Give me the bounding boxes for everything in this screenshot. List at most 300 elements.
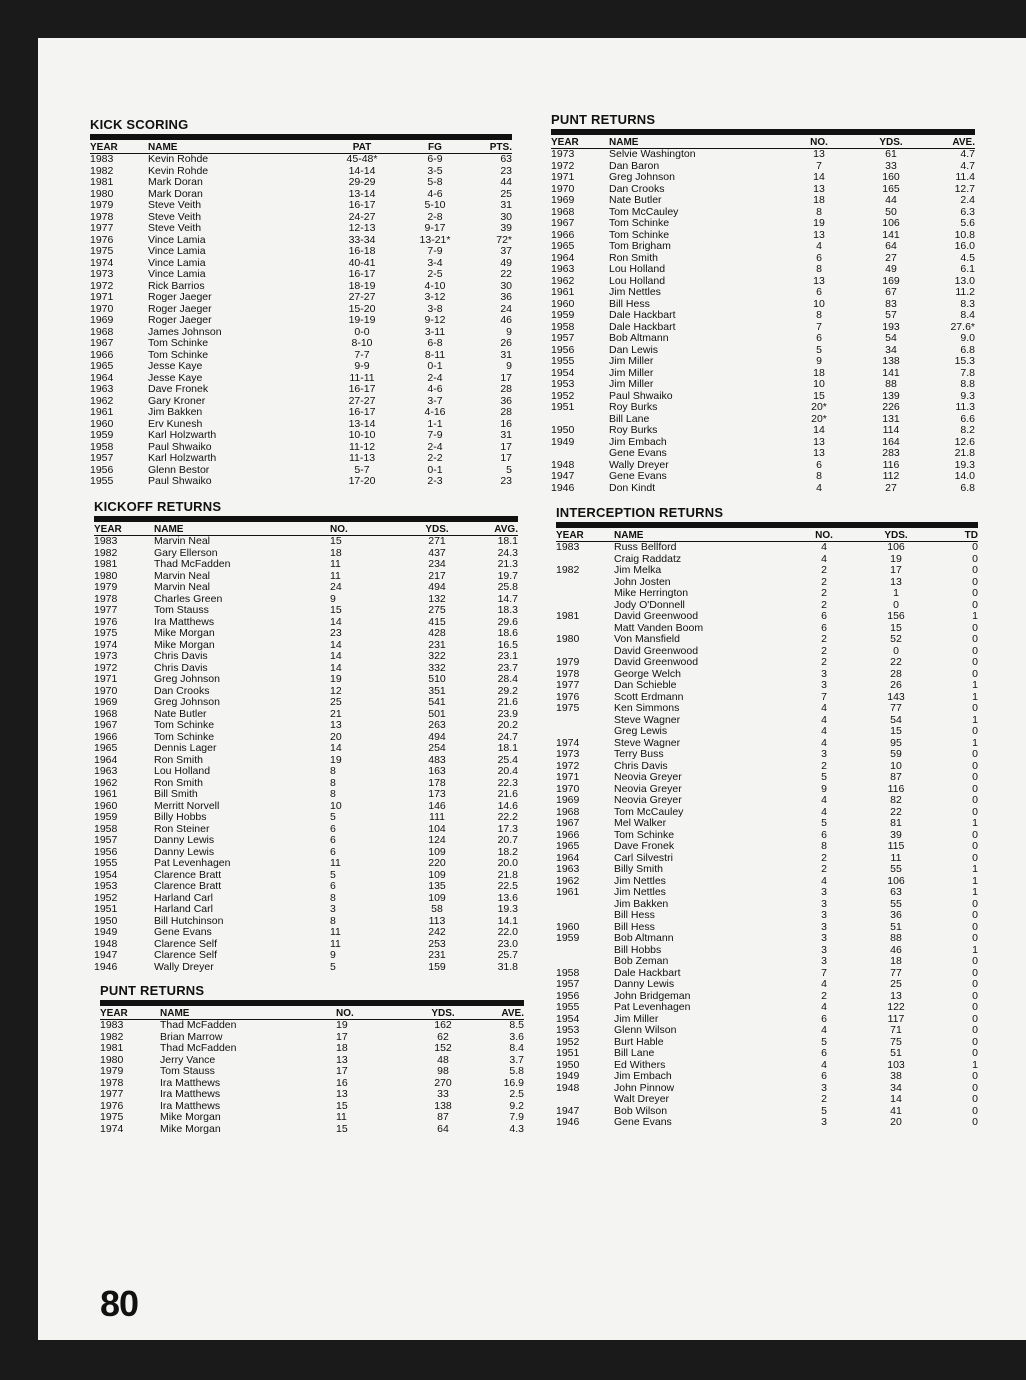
c5-cell: 28	[500, 407, 512, 418]
table-row	[556, 646, 978, 658]
c3-cell: 2	[821, 1094, 827, 1105]
c3-cell: 16-18	[348, 246, 376, 257]
name-cell: Bob Altmann	[609, 333, 669, 344]
name-cell: Tom Schinke	[609, 218, 670, 229]
table-row	[90, 304, 512, 316]
table-row	[556, 933, 978, 945]
table-row	[94, 640, 518, 652]
table-row	[551, 172, 975, 184]
table-row	[556, 772, 978, 784]
column-header: AVE.	[480, 1008, 524, 1020]
c4-cell: 494	[428, 731, 446, 743]
year-cell: 1976	[90, 234, 114, 246]
year-cell: 1977	[90, 223, 114, 234]
c3-cell: 3	[821, 898, 827, 910]
column-header: NAME	[614, 530, 794, 542]
c5-cell: 0	[972, 990, 978, 1002]
punt-returns-left-section	[100, 984, 524, 1135]
name-cell: Karl Holzwarth	[148, 453, 217, 464]
c5-cell: 6.8	[960, 482, 975, 494]
c4-cell: 36	[890, 910, 902, 921]
c4-cell: 113	[428, 915, 446, 927]
c3-cell: 7	[816, 321, 822, 333]
c3-cell: 3	[821, 668, 827, 680]
table-row	[556, 565, 978, 577]
c5-cell: 28	[500, 384, 512, 395]
name-cell: Lou Holland	[609, 275, 666, 287]
c5-cell: 4.7	[960, 148, 975, 160]
table-header-row	[551, 137, 975, 149]
c3-cell: 16-17	[348, 384, 376, 395]
name-cell: Walt Dreyer	[614, 1094, 670, 1105]
c3-cell: 14	[330, 662, 342, 674]
name-cell: Danny Lewis	[154, 846, 215, 858]
table-row	[90, 246, 512, 258]
table-row	[100, 1101, 524, 1113]
table-row	[556, 554, 978, 566]
c5-cell: 12.6	[954, 436, 975, 448]
c4-cell: 95	[890, 737, 902, 749]
table-row	[556, 623, 978, 635]
name-cell: Kevin Rohde	[148, 165, 209, 177]
c3-cell: 4	[816, 241, 822, 252]
c4-cell: 116	[882, 459, 900, 471]
year-cell: 1958	[556, 967, 580, 979]
c4-cell: 109	[428, 869, 446, 881]
name-cell: David Greenwood	[614, 611, 699, 622]
c5-cell: 0	[972, 795, 978, 806]
name-cell: Jim Nettles	[614, 875, 666, 887]
name-cell: Billy Smith	[614, 864, 664, 875]
name-cell: Jim Embach	[609, 436, 667, 448]
year-cell: 1973	[556, 749, 580, 760]
interception-returns-table	[556, 530, 978, 1129]
c4-cell: 160	[882, 172, 900, 183]
table-row	[551, 379, 975, 391]
year-cell: 1975	[556, 703, 580, 714]
table-row	[94, 605, 518, 617]
c4-cell: 111	[429, 812, 445, 823]
c4-cell: 164	[882, 436, 900, 448]
year-cell: 1969	[551, 195, 575, 206]
c3-cell: 16-17	[348, 200, 376, 211]
c4-cell: 428	[428, 628, 446, 639]
c3-cell: 3	[821, 956, 827, 967]
c5-cell: 6.3	[960, 206, 975, 218]
c3-cell: 17	[336, 1031, 348, 1043]
year-cell: 1957	[556, 979, 580, 990]
kick-scoring-section	[90, 118, 512, 488]
c5-cell: 3.6	[509, 1031, 524, 1043]
c3-cell: 27-27	[348, 395, 376, 407]
column-header: YEAR	[90, 142, 148, 154]
c4-cell: 0-1	[427, 361, 443, 372]
name-cell: Neovia Greyer	[614, 772, 682, 783]
c5-cell: 30	[500, 211, 512, 223]
column-header: YDS.	[406, 1008, 480, 1020]
table-row	[551, 299, 975, 311]
c4-cell: 131	[882, 413, 900, 425]
name-cell: Karl Holzwarth	[148, 430, 217, 441]
year-cell: 1980	[100, 1054, 124, 1066]
c5-cell: 1	[972, 691, 978, 703]
c5-cell: 18.1	[497, 535, 518, 547]
name-cell: Jim Bakken	[148, 407, 203, 418]
name-cell: Tom Schinke	[154, 731, 215, 743]
c4-cell: 135	[428, 881, 446, 892]
c5-cell: 14.6	[497, 800, 518, 812]
name-cell: Paul Shwaiko	[148, 441, 212, 453]
c3-cell: 13-14	[348, 418, 376, 430]
table-row	[100, 1032, 524, 1044]
name-cell: Ron Steiner	[154, 823, 210, 835]
c3-cell: 18	[813, 195, 825, 206]
c4-cell: 124	[428, 835, 446, 846]
year-cell: 1946	[94, 961, 118, 973]
c5-cell: 1	[972, 680, 978, 691]
year-cell: 1959	[90, 430, 114, 441]
section-rule	[556, 522, 978, 528]
c3-cell: 10	[330, 800, 342, 812]
c4-cell: 231	[428, 639, 446, 651]
table-row	[90, 453, 512, 465]
year-cell: 1965	[556, 841, 580, 852]
table-row	[551, 207, 975, 219]
year-cell: 1977	[94, 605, 118, 616]
c5-cell: 21.8	[497, 869, 518, 881]
column-header: NAME	[609, 137, 789, 149]
table-row	[94, 755, 518, 767]
c4-cell: 39	[890, 829, 902, 841]
table-row	[100, 1043, 524, 1055]
c5-cell: 21.8	[954, 448, 975, 459]
year-cell	[556, 554, 614, 566]
c4-cell: 13	[890, 576, 902, 588]
c3-cell: 11	[330, 559, 341, 570]
name-cell: Ken Simmons	[614, 703, 680, 714]
year-cell: 1947	[94, 950, 118, 961]
name-cell: Selvie Washington	[609, 148, 696, 160]
table-row	[551, 230, 975, 242]
table-row	[94, 732, 518, 744]
table-row	[551, 483, 975, 495]
name-cell: Paul Shwaiko	[609, 390, 673, 402]
c4-cell: 58	[431, 904, 443, 915]
name-cell: Dave Fronek	[614, 841, 675, 852]
c3-cell: 5	[330, 961, 336, 973]
year-cell: 1951	[551, 402, 575, 413]
table-row	[94, 766, 518, 778]
c5-cell: 5.8	[509, 1066, 524, 1077]
c4-cell: 4-6	[427, 384, 443, 395]
year-cell: 1975	[94, 628, 118, 639]
year-cell: 1981	[94, 559, 118, 570]
year-cell: 1977	[556, 680, 580, 691]
name-cell: Tom Schinke	[614, 829, 675, 841]
c3-cell: 19	[813, 218, 825, 229]
c4-cell: 33	[437, 1089, 449, 1100]
year-cell: 1948	[556, 1082, 580, 1094]
c4-cell: 3-11	[424, 326, 446, 338]
name-cell: Russ Bellford	[614, 541, 677, 553]
c3-cell: 2	[821, 588, 827, 599]
table-row	[90, 223, 512, 235]
c3-cell: 8	[821, 841, 827, 852]
c4-cell: 83	[885, 298, 897, 310]
c3-cell: 3	[821, 1082, 827, 1094]
c3-cell: 19	[330, 674, 342, 685]
c5-cell: 0	[972, 1094, 978, 1105]
c4-cell: 122	[887, 1002, 905, 1013]
year-cell	[556, 600, 614, 612]
name-cell: Steve Veith	[148, 200, 202, 211]
name-cell: Lou Holland	[154, 766, 211, 777]
c3-cell: 6	[816, 333, 822, 344]
c5-cell: 1	[972, 611, 978, 622]
c3-cell: 2	[821, 760, 827, 772]
year-cell: 1951	[556, 1048, 580, 1059]
year-cell	[556, 945, 614, 957]
table-row	[94, 778, 518, 790]
year-cell: 1968	[551, 206, 575, 218]
c4-cell: 51	[890, 1048, 902, 1059]
name-cell: Jim Miller	[614, 1013, 659, 1025]
c3-cell: 13	[813, 275, 825, 287]
name-cell: Bill Hess	[614, 921, 655, 933]
name-cell: Greg Johnson	[154, 674, 220, 685]
year-cell: 1955	[94, 858, 118, 869]
c5-cell: 31	[500, 349, 512, 361]
name-cell: Bill Hess	[614, 910, 655, 921]
c5-cell: 0	[972, 668, 978, 680]
c5-cell: 16	[500, 418, 512, 430]
c4-cell: 165	[882, 183, 900, 195]
year-cell: 1979	[94, 582, 118, 593]
name-cell: Mike Herrington	[614, 588, 689, 599]
table-row	[556, 807, 978, 819]
table-row	[556, 795, 978, 807]
c5-cell: 22.0	[497, 927, 518, 938]
c5-cell: 0	[972, 806, 978, 818]
c4-cell: 141	[882, 229, 900, 241]
name-cell: Pat Levenhagen	[614, 1002, 691, 1013]
c5-cell: 31.8	[497, 961, 518, 973]
c5-cell: 0	[972, 967, 978, 979]
c3-cell: 2	[821, 864, 827, 875]
table-row	[556, 703, 978, 715]
c5-cell: 0	[972, 645, 978, 657]
table-row	[556, 634, 978, 646]
c4-cell: 283	[882, 448, 900, 459]
c5-cell: 25.4	[497, 754, 518, 766]
c5-cell: 46	[500, 315, 512, 326]
c4-cell: 275	[428, 605, 446, 616]
c3-cell: 18	[336, 1043, 348, 1054]
table-row	[556, 761, 978, 773]
c5-cell: 1	[972, 818, 978, 829]
c3-cell: 17	[336, 1066, 348, 1077]
c3-cell: 11	[336, 1112, 347, 1123]
c4-cell: 25	[890, 979, 902, 990]
year-cell: 1959	[551, 310, 575, 321]
year-cell: 1981	[90, 177, 114, 188]
c4-cell: 44	[885, 195, 897, 206]
table-row	[556, 1117, 978, 1129]
table-row	[94, 870, 518, 882]
c5-cell: 9	[506, 326, 512, 338]
year-cell	[551, 414, 609, 426]
year-cell: 1966	[94, 731, 118, 743]
year-cell: 1965	[551, 241, 575, 252]
c4-cell: 332	[428, 662, 446, 674]
c5-cell: 11.3	[955, 402, 975, 413]
table-row	[94, 939, 518, 951]
name-cell: John Pinnow	[614, 1082, 675, 1094]
column-header: PAT	[326, 142, 398, 154]
column-header: NAME	[148, 142, 326, 154]
name-cell: Jim Nettles	[609, 287, 661, 298]
name-cell: Bob Wilson	[614, 1105, 668, 1117]
year-cell: 1964	[90, 372, 114, 384]
year-cell	[556, 715, 614, 727]
year-cell: 1962	[551, 275, 575, 287]
c5-cell: 0	[972, 979, 978, 990]
c5-cell: 21.6	[497, 789, 518, 800]
c3-cell: 16-17	[348, 407, 376, 418]
c3-cell: 7-7	[354, 349, 370, 361]
c3-cell: 5	[816, 344, 822, 356]
table-row	[94, 536, 518, 548]
table-row	[556, 876, 978, 888]
table-row	[100, 1078, 524, 1090]
c5-cell: 0	[972, 783, 978, 795]
c3-cell: 2	[821, 599, 827, 611]
year-cell: 1952	[556, 1036, 580, 1048]
c3-cell: 18	[813, 367, 825, 379]
c5-cell: 14.1	[497, 915, 518, 927]
c4-cell: 138	[434, 1100, 452, 1112]
c3-cell: 6	[330, 823, 336, 835]
c4-cell: 77	[890, 967, 902, 979]
c3-cell: 13	[813, 183, 825, 195]
c4-cell: 38	[890, 1071, 902, 1082]
year-cell: 1953	[556, 1025, 580, 1036]
year-cell: 1956	[551, 344, 575, 356]
name-cell: Greg Lewis	[614, 726, 668, 737]
c5-cell: 23.9	[497, 708, 518, 720]
table-row	[94, 881, 518, 893]
c5-cell: 18.3	[497, 605, 518, 616]
c4-cell: 87	[890, 772, 902, 783]
table-row	[556, 600, 978, 612]
c4-cell: 7-9	[427, 246, 443, 257]
c4-cell: 254	[428, 743, 446, 754]
table-row	[556, 1106, 978, 1118]
year-cell: 1980	[556, 634, 580, 645]
year-cell: 1955	[90, 476, 114, 487]
c4-cell: 75	[890, 1036, 902, 1048]
table-row	[556, 611, 978, 623]
name-cell: Steve Veith	[148, 211, 202, 223]
c4-cell: 55	[890, 898, 902, 910]
table-row	[94, 801, 518, 813]
table-row	[556, 1094, 978, 1106]
c3-cell: 7	[816, 160, 822, 172]
table-row	[556, 956, 978, 968]
c3-cell: 4	[821, 875, 827, 887]
table-row	[94, 950, 518, 962]
year-cell: 1965	[94, 743, 118, 754]
c5-cell: 0	[972, 1048, 978, 1059]
c4-cell: 15	[890, 622, 902, 634]
c3-cell: 13	[336, 1054, 348, 1066]
year-cell: 1973	[551, 148, 575, 160]
table-row	[94, 743, 518, 755]
column-header: YEAR	[556, 530, 614, 542]
name-cell: Ed Withers	[614, 1059, 666, 1071]
c3-cell: 6	[821, 622, 827, 634]
year-cell: 1972	[90, 280, 114, 292]
c4-cell: 88	[885, 379, 897, 390]
year-cell: 1965	[90, 361, 114, 372]
table-row	[551, 471, 975, 483]
c4-cell: 163	[428, 766, 446, 777]
name-cell: Tom Stauss	[160, 1066, 215, 1077]
table-row	[94, 628, 518, 640]
year-cell: 1978	[90, 211, 114, 223]
year-cell: 1955	[556, 1002, 580, 1013]
c4-cell: 162	[434, 1019, 452, 1031]
c5-cell: 20.4	[497, 766, 518, 777]
name-cell: Ira Matthews	[160, 1077, 221, 1089]
column-header: NAME	[154, 524, 330, 536]
c5-cell: 15.3	[954, 356, 975, 367]
c4-cell: 61	[885, 148, 897, 160]
name-cell: Merritt Norvell	[154, 800, 220, 812]
year-cell: 1967	[556, 818, 580, 829]
c3-cell: 4	[821, 795, 827, 806]
name-cell: Greg Johnson	[154, 697, 220, 708]
table-row	[551, 391, 975, 403]
year-cell: 1983	[94, 535, 118, 547]
year-cell: 1963	[556, 864, 580, 875]
column-header: FG	[398, 142, 472, 154]
c4-cell: 112	[882, 471, 900, 482]
year-cell: 1954	[551, 367, 575, 379]
column-header: NO.	[789, 137, 849, 149]
c4-cell: 22	[890, 806, 902, 818]
table-row	[94, 674, 518, 686]
year-cell: 1973	[94, 651, 118, 662]
c4-cell: 143	[887, 691, 905, 703]
table-row	[94, 571, 518, 583]
c3-cell: 24-27	[348, 211, 376, 223]
table-header-row	[94, 524, 518, 536]
c3-cell: 2	[821, 634, 827, 645]
c5-cell: 49	[500, 257, 512, 269]
year-cell: 1949	[94, 927, 118, 938]
column-header: NAME	[160, 1008, 336, 1020]
c5-cell: 3.7	[509, 1054, 524, 1066]
c4-cell: 322	[428, 651, 446, 662]
name-cell: Burt Hable	[614, 1036, 664, 1048]
c5-cell: 0	[972, 588, 978, 599]
year-cell: 1967	[94, 720, 118, 731]
c4-cell: 270	[434, 1077, 452, 1089]
year-cell: 1972	[94, 662, 118, 674]
c3-cell: 3	[821, 933, 827, 944]
table-row	[556, 1071, 978, 1083]
